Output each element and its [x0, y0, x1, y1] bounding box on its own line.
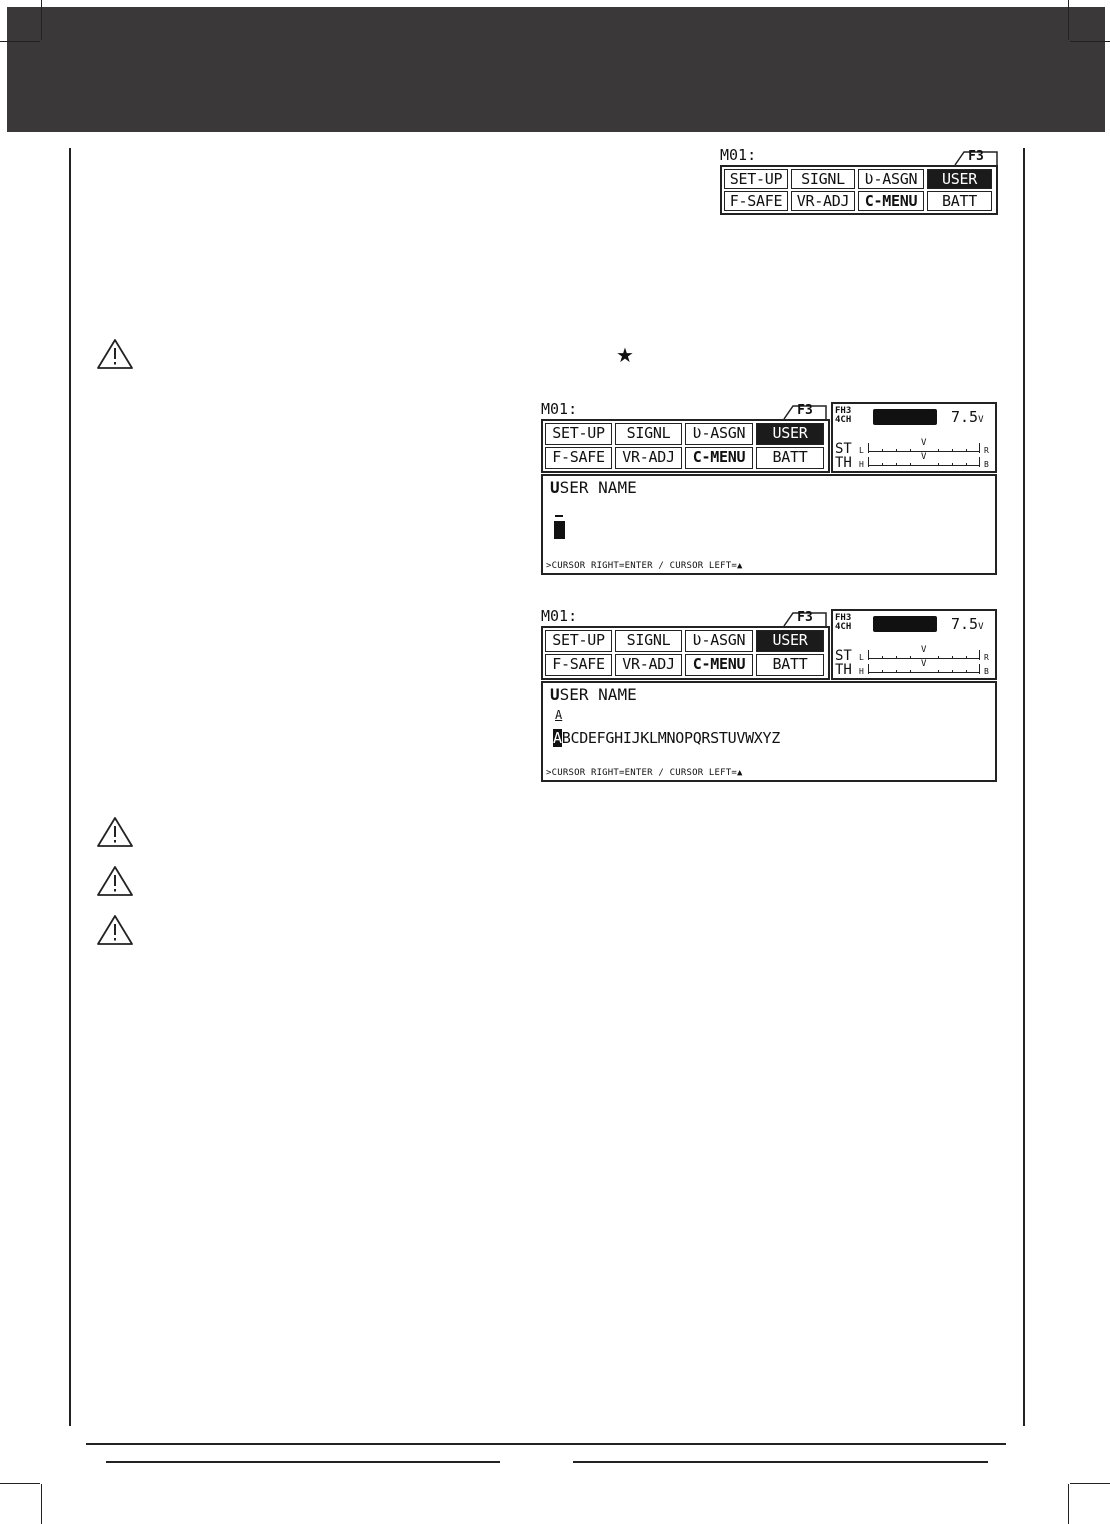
function-tab: F3: [783, 404, 827, 418]
throttle-label: TH: [835, 455, 852, 471]
th-left-label: H: [859, 667, 864, 676]
st-left-label: L: [859, 653, 864, 662]
menu-setup[interactable]: SET-UP: [724, 169, 788, 189]
status-panel: [831, 402, 997, 473]
crop-mark: [1070, 41, 1110, 42]
menu-user[interactable]: USER: [756, 423, 824, 445]
menu-asgn[interactable]: Ʋ-ASGN: [685, 423, 753, 445]
throttle-label: TH: [835, 662, 852, 678]
menu-vradj[interactable]: VR-ADJ: [615, 654, 682, 676]
entered-character: A: [555, 708, 563, 722]
menu-vradj[interactable]: VR-ADJ: [615, 447, 682, 469]
menu-signl[interactable]: SIGNL: [615, 423, 682, 445]
battery-icon: [873, 409, 937, 425]
st-right-label: R: [984, 446, 989, 455]
status-panel: [831, 609, 997, 680]
star-icon: ★: [616, 343, 634, 367]
user-name-title: USER NAME: [550, 685, 637, 704]
function-tab: F3: [783, 611, 827, 625]
th-right-label: B: [984, 460, 989, 469]
crop-mark: [41, 1484, 42, 1524]
lcd-user-name-alphabet: [541, 609, 997, 782]
input-cursor-dash: [555, 515, 563, 517]
menu-grid: [541, 419, 830, 473]
crop-mark: [1070, 1483, 1110, 1484]
menu-grid: [541, 626, 830, 680]
user-name-panel: [541, 474, 997, 575]
menu-fsafe[interactable]: F-SAFE: [545, 654, 612, 676]
menu-grid: [720, 165, 998, 215]
menu-signl[interactable]: SIGNL: [615, 630, 682, 652]
footer-rule: [86, 1443, 1006, 1445]
steering-trim-bar: V: [868, 652, 980, 659]
menu-setup[interactable]: SET-UP: [545, 630, 612, 652]
menu-fsafe[interactable]: F-SAFE: [724, 191, 788, 211]
selected-letter[interactable]: A: [553, 729, 562, 747]
menu-batt[interactable]: BATT: [927, 191, 992, 211]
menu-batt[interactable]: BATT: [756, 654, 824, 676]
throttle-trim-bar: V: [868, 666, 980, 673]
th-right-label: B: [984, 667, 989, 676]
menu-asgn[interactable]: Ʋ-ASGN: [858, 169, 924, 189]
warning-triangle-icon: [96, 913, 134, 947]
crop-mark: [0, 1483, 40, 1484]
crop-mark: [0, 41, 40, 42]
battery-voltage: 7.5V: [951, 615, 984, 633]
lcd-menu-small: [720, 148, 998, 216]
model-label: M01:: [541, 607, 578, 625]
cursor-hint: >CURSOR RIGHT=ENTER / CURSOR LEFT=▲: [546, 561, 743, 571]
lcd-user-name-empty: [541, 402, 997, 575]
right-margin-rule: [1023, 148, 1025, 1426]
menu-cmenu[interactable]: C-MENU: [685, 447, 753, 469]
left-margin-rule: [69, 148, 71, 1426]
mode-line1: FH3: [835, 613, 852, 623]
warning-triangle-icon: [96, 815, 134, 849]
crop-mark: [1068, 0, 1069, 40]
user-name-panel: [541, 681, 997, 782]
alphabet-row[interactable]: ABCDEFGHIJKLMNOPQRSTUVWXYZ: [553, 729, 781, 747]
mode-line2: 4CH: [835, 622, 852, 632]
model-label: M01:: [541, 400, 578, 418]
menu-vradj[interactable]: VR-ADJ: [791, 191, 855, 211]
menu-setup[interactable]: SET-UP: [545, 423, 612, 445]
function-tab: F3: [954, 150, 998, 164]
steering-label: ST: [835, 441, 852, 457]
menu-asgn[interactable]: Ʋ-ASGN: [685, 630, 753, 652]
menu-user[interactable]: USER: [756, 630, 824, 652]
battery-voltage: 7.5V: [951, 408, 984, 426]
mode-line2: 4CH: [835, 415, 852, 425]
user-name-title: USER NAME: [550, 478, 637, 497]
menu-cmenu[interactable]: C-MENU: [685, 654, 753, 676]
menu-batt[interactable]: BATT: [756, 447, 824, 469]
model-label: M01:: [720, 146, 757, 164]
st-left-label: L: [859, 446, 864, 455]
steering-trim-bar: V: [868, 445, 980, 452]
header-band: [7, 7, 1105, 132]
st-right-label: R: [984, 653, 989, 662]
crop-mark: [1068, 1484, 1069, 1524]
steering-label: ST: [835, 648, 852, 664]
battery-icon: [873, 616, 937, 632]
warning-triangle-icon: [96, 864, 134, 898]
menu-fsafe[interactable]: F-SAFE: [545, 447, 612, 469]
footer-rule-right: [573, 1461, 988, 1463]
menu-cmenu[interactable]: C-MENU: [858, 191, 924, 211]
footer-rule-left: [106, 1461, 500, 1463]
cursor-hint: >CURSOR RIGHT=ENTER / CURSOR LEFT=▲: [546, 768, 743, 778]
crop-mark: [41, 0, 42, 40]
input-cursor-block[interactable]: [554, 521, 565, 539]
warning-triangle-icon: [96, 337, 134, 371]
menu-user[interactable]: USER: [927, 169, 992, 189]
throttle-trim-bar: V: [868, 459, 980, 466]
mode-line1: FH3: [835, 406, 852, 416]
menu-signl[interactable]: SIGNL: [791, 169, 855, 189]
th-left-label: H: [859, 460, 864, 469]
